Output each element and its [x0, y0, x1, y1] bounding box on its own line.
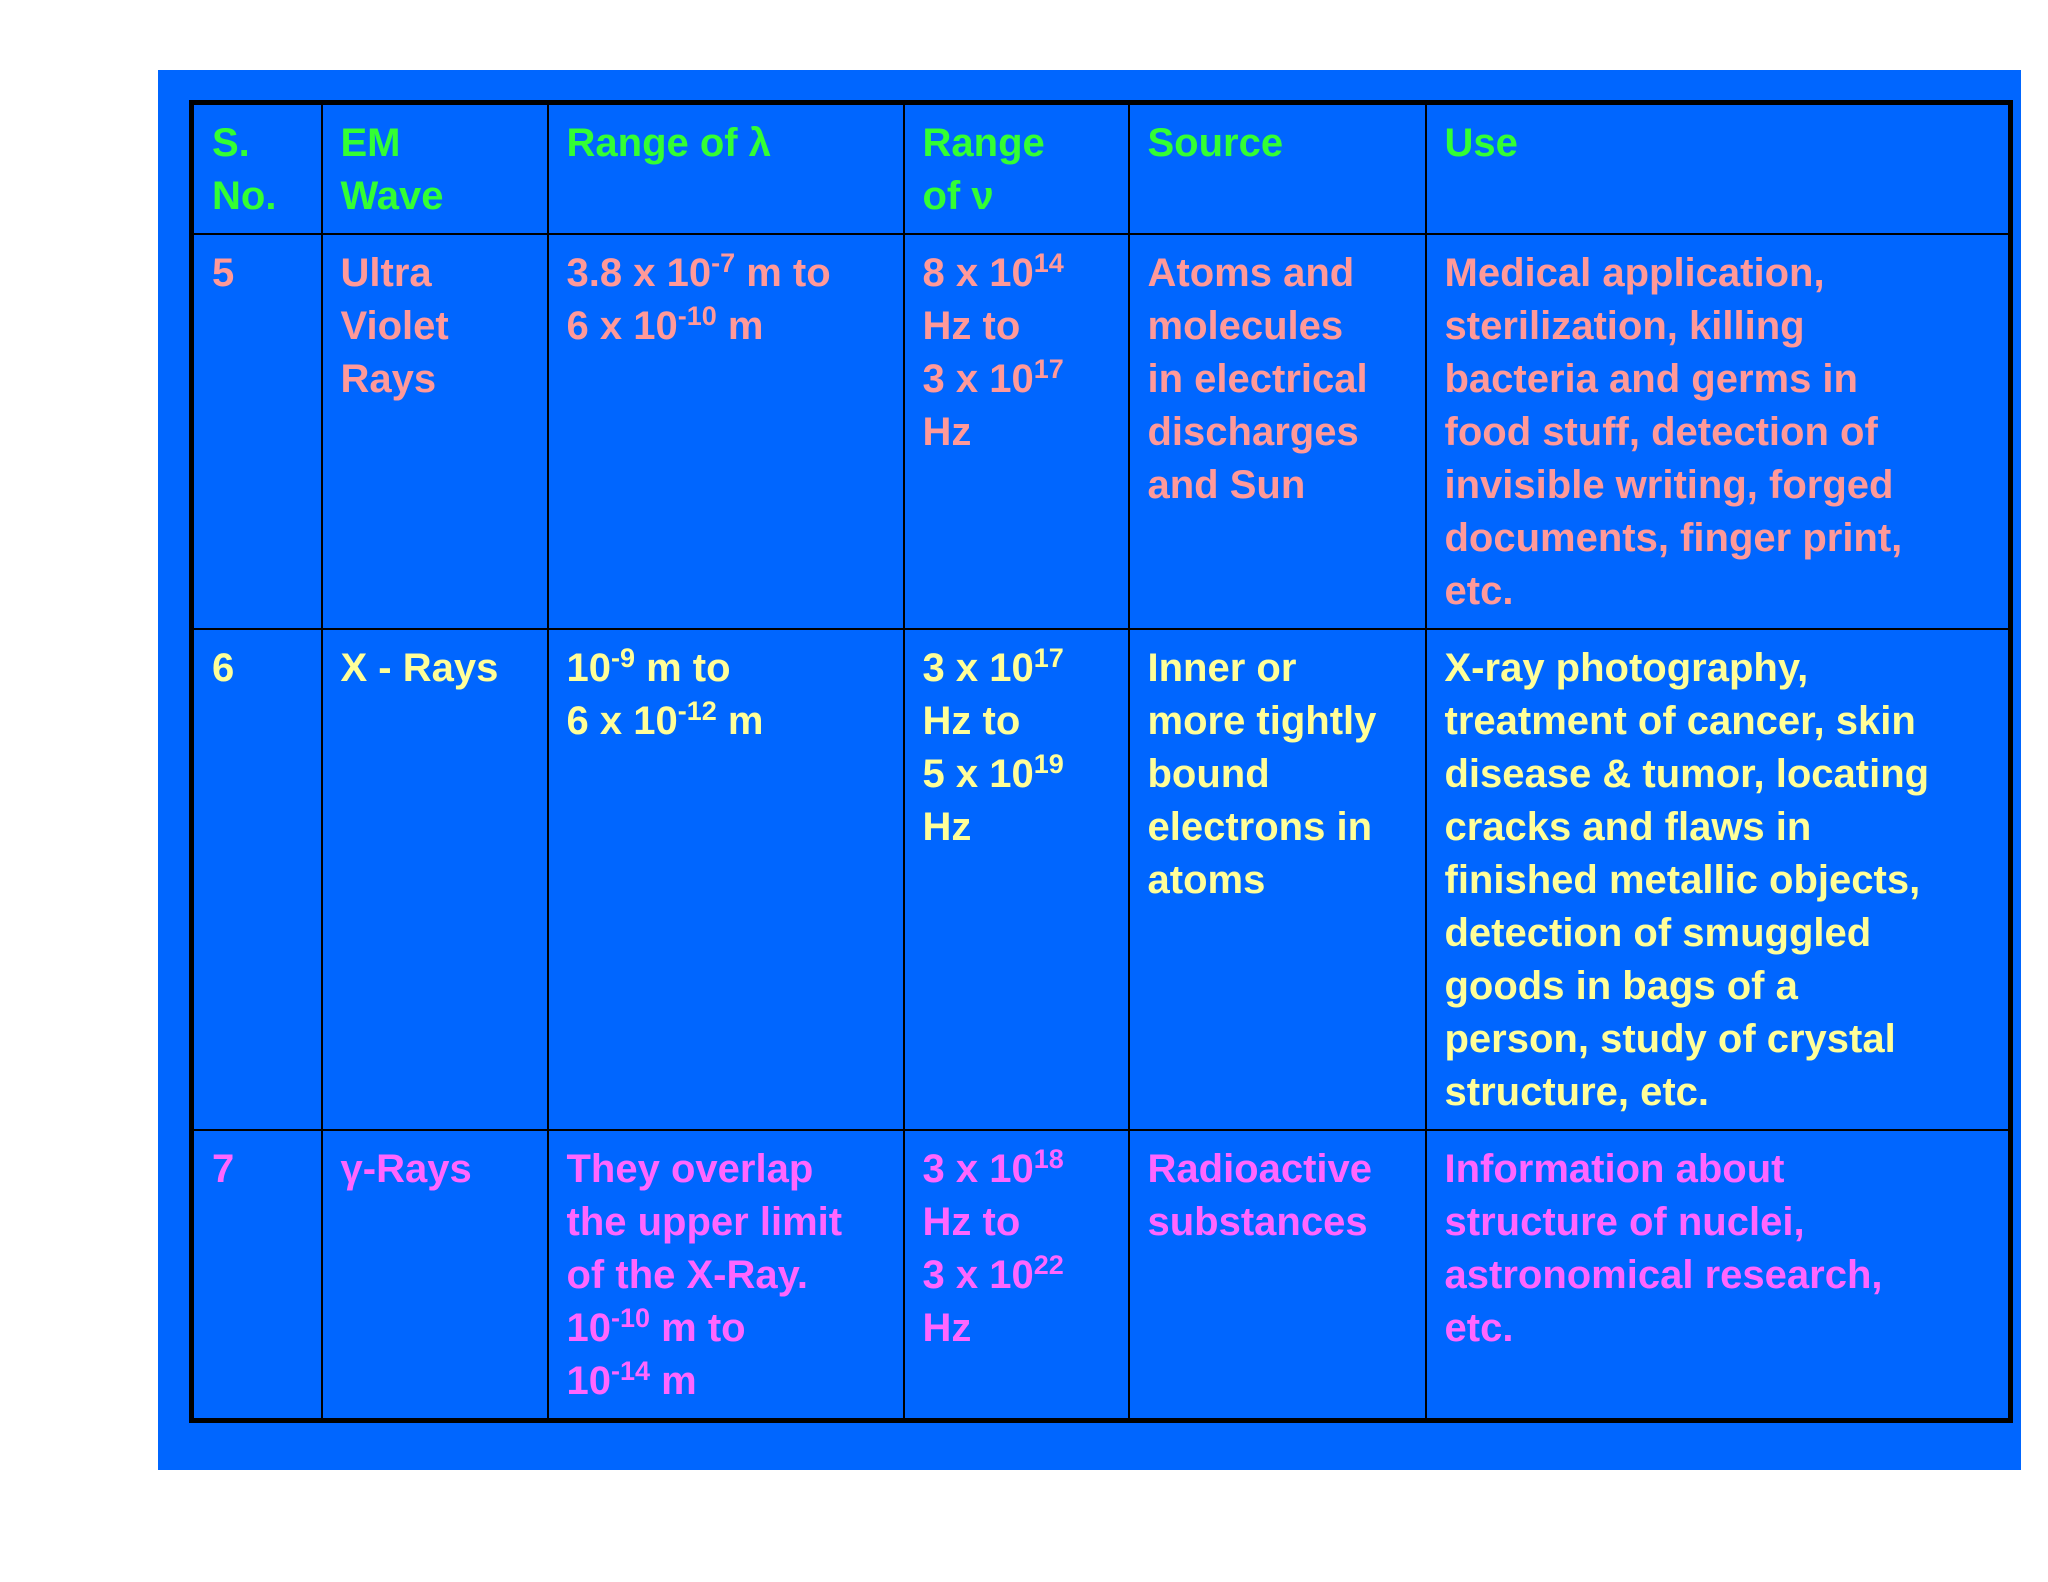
cell-source: Atoms and molecules in electrical discharges and Sun — [1129, 234, 1426, 629]
table-row-ultraviolet — [192, 234, 2011, 629]
cell-sno: 5 — [192, 234, 322, 629]
cell-wave: X - Rays — [322, 629, 548, 1130]
cell-lambda-range: They overlap the upper limit of the X-Ray. $10^{-10}$ m to $10^{-14}$ m — [548, 1130, 904, 1421]
header-sno: S. No. — [192, 103, 322, 235]
header-use: Use — [1426, 103, 2011, 235]
cell-source: Radioactive substances — [1129, 1130, 1426, 1421]
cell-use: Medical application, sterilization, killing bacteria and germs in food stuff, detection of invisible writing, forged documents, finger print, etc. — [1426, 234, 2011, 629]
header-range-lambda: Range of λ — [548, 103, 904, 235]
header-em-wave: EM Wave — [322, 103, 548, 235]
cell-lambda-range: $10^{-9}$ m to 6 x $10^{-12}$ m — [548, 629, 904, 1130]
slide-background — [158, 70, 2021, 1470]
table-header-row — [192, 103, 2011, 235]
cell-lambda-range: 3.8 x $10^{-7}$ m to 6 x $10^{-10}$ m — [548, 234, 904, 629]
cell-use: X-ray photography, treatment of cancer, skin disease & tumor, locating cracks and flaws in finished metallic objects, detection of smuggled goods in bags of a person, study of crystal structure, etc. — [1426, 629, 2011, 1130]
cell-frequency-range: 3 x $10^{18}$ Hz to 3 x $10^{22}$ Hz — [904, 1130, 1129, 1421]
cell-sno: 7 — [192, 1130, 322, 1421]
header-range-nu: Range of ν — [904, 103, 1129, 235]
cell-frequency-range: 8 x $10^{14}$ Hz to 3 x $10^{17}$ Hz — [904, 234, 1129, 629]
table-row-x-rays — [192, 629, 2011, 1130]
cell-frequency-range: 3 x $10^{17}$ Hz to 5 x $10^{19}$ Hz — [904, 629, 1129, 1130]
em-waves-table — [189, 100, 2013, 1423]
cell-use: Information about structure of nuclei, astronomical research, etc. — [1426, 1130, 2011, 1421]
cell-sno: 6 — [192, 629, 322, 1130]
cell-wave: γ-Rays — [322, 1130, 548, 1421]
table-row-gamma-rays — [192, 1130, 2011, 1421]
cell-source: Inner or more tightly bound electrons in atoms — [1129, 629, 1426, 1130]
cell-wave: Ultra Violet Rays — [322, 234, 548, 629]
header-source: Source — [1129, 103, 1426, 235]
